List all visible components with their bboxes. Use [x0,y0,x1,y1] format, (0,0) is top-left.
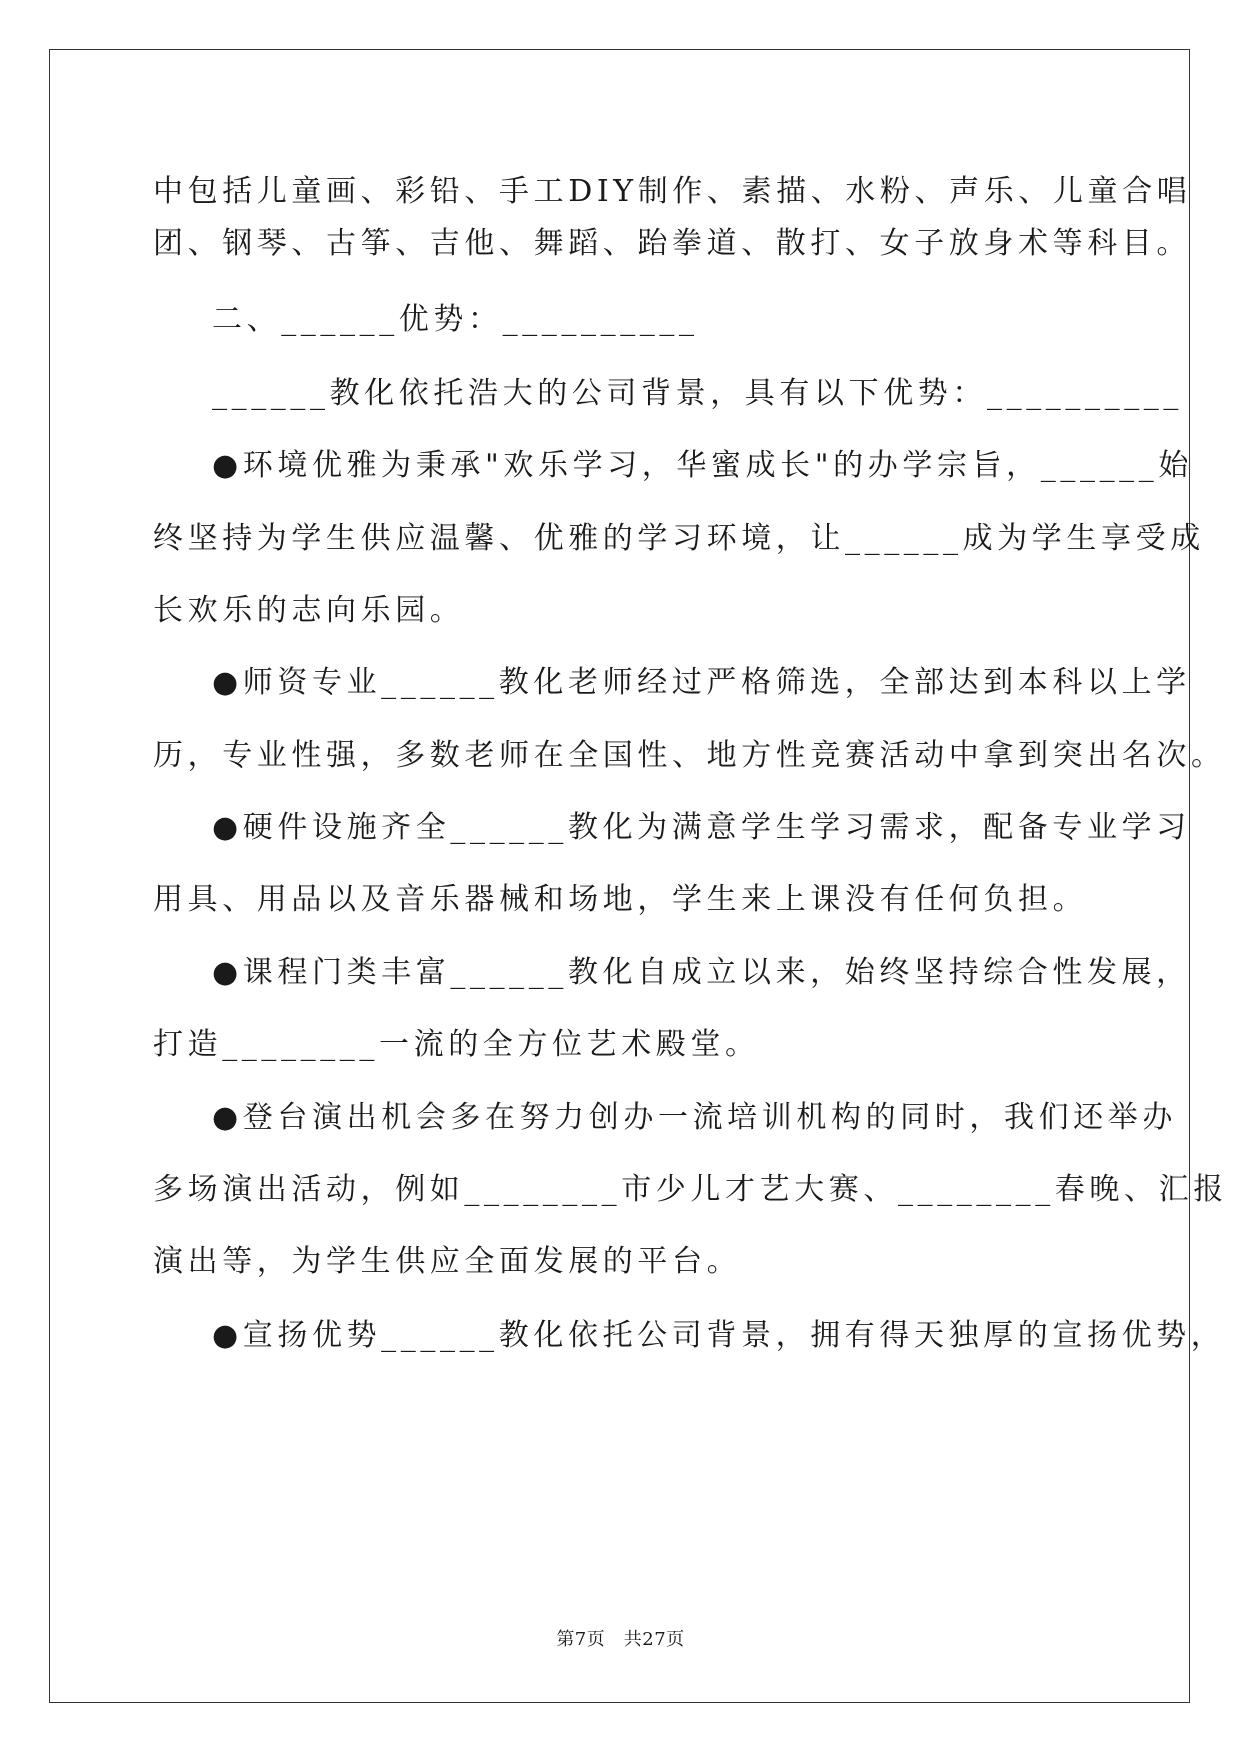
text-line-2: 团、钢琴、古筝、吉他、舞蹈、跆拳道、散打、女子放身术等科目。 [153,226,1191,261]
bullet-facilities: ●硬件设施齐全______教化为满意学生学习需求，配备专业学习 [212,810,1191,845]
bullet-courses: ●课程门类丰富______教化自成立以来，始终坚持综合性发展， [212,955,1191,990]
section-heading: 二、______优势：__________ [212,302,699,337]
text-line-intro: ______教化依托浩大的公司背景，具有以下优势：__________ [212,376,1183,411]
text-line-6: 终坚持为学生供应温馨、优雅的学习环境，让______成为学生享受成 [153,521,1205,556]
page-border [49,49,1190,1703]
text-line-13: 打造________一流的全方位艺术殿堂。 [153,1027,760,1062]
bullet-environment: ●环境优雅为秉承"欢乐学习，华蜜成长"的办学宗旨，______始 [212,448,1193,483]
text-line-15: 多场演出活动，例如________市少儿才艺大赛、________春晚、汇报 [153,1172,1228,1207]
bullet-teachers: ●师资专业______教化老师经过严格筛选，全部达到本科以上学 [212,665,1191,700]
page-number: 第7页 共27页 [556,1629,685,1650]
text-line-9: 历，专业性强，多数老师在全国性、地方性竞赛活动中拿到突出名次。 [153,738,1226,773]
bullet-promotion: ●宣扬优势______教化依托公司背景，拥有得天独厚的宣扬优势， [212,1318,1226,1353]
text-line-1: 中包括儿童画、彩铅、手工DIY制作、素描、水粉、声乐、儿童合唱 [153,174,1192,209]
text-line-16: 演出等，为学生供应全面发展的平台。 [153,1244,742,1279]
text-line-11: 用具、用品以及音乐器械和场地，学生来上课没有任何负担。 [153,882,1088,917]
bullet-performances: ●登台演出机会多在努力创办一流培训机构的同时，我们还举办 [212,1100,1177,1135]
text-line-7: 长欢乐的志向乐园。 [153,593,465,628]
